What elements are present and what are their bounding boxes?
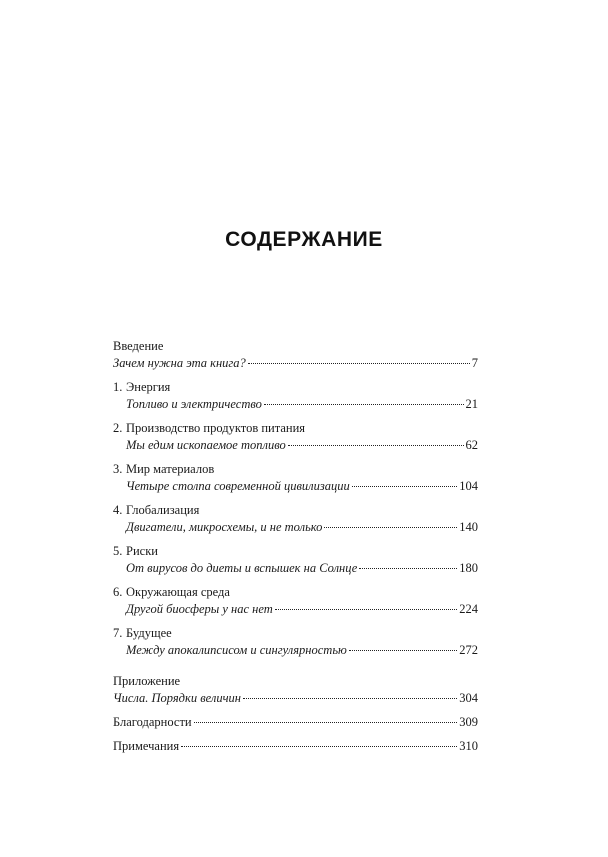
toc-subtitle-line[interactable]	[113, 478, 478, 495]
toc-subtitle: Топливо и электричество	[126, 397, 262, 411]
toc-page-number: 21	[465, 397, 478, 411]
dot-leader	[352, 486, 458, 487]
toc-entry-chapter-3	[113, 461, 478, 495]
toc-page-number: 272	[459, 643, 478, 657]
toc-page-number: 7	[471, 356, 478, 370]
toc-entry-acknowledgements	[113, 714, 478, 731]
chapter-number: 5.	[113, 544, 123, 558]
chapter-title: Окружающая среда	[126, 585, 230, 599]
toc-entry-chapter-2	[113, 420, 478, 454]
toc-label: Благодарности	[113, 715, 192, 729]
toc-page-number: 104	[459, 479, 478, 493]
toc-subtitle: Мы едим ископаемое топливо	[126, 438, 286, 452]
toc-page-number: 309	[459, 715, 478, 729]
chapter-title: Риски	[126, 544, 158, 558]
toc-heading	[113, 502, 478, 519]
dot-leader	[248, 363, 470, 364]
toc-entry-chapter-1	[113, 379, 478, 413]
toc-page-number: 224	[459, 602, 478, 616]
dot-leader	[194, 722, 458, 723]
toc-entry-chapter-5	[113, 543, 478, 577]
toc-entry-notes	[113, 738, 478, 755]
chapter-title: Производство продуктов питания	[126, 421, 306, 435]
dot-leader	[359, 568, 457, 569]
dot-leader	[264, 404, 464, 405]
dot-leader	[275, 609, 457, 610]
toc-subtitle-line[interactable]	[113, 601, 478, 618]
toc-subtitle-line[interactable]	[113, 690, 478, 707]
toc-subtitle: Четыре столпа современной цивилизации	[126, 479, 350, 493]
toc-heading	[113, 584, 478, 601]
dot-leader	[324, 527, 457, 528]
toc-subtitle-line[interactable]	[113, 519, 478, 536]
toc-subtitle: Двигатели, микросхемы, и не только	[126, 520, 323, 534]
toc-page-number: 304	[459, 691, 478, 705]
toc-line[interactable]	[113, 714, 478, 731]
dot-leader	[181, 746, 457, 747]
toc-subtitle: От вирусов до диеты и вспышек на Солнце	[126, 561, 358, 575]
chapter-title: Будущее	[126, 626, 172, 640]
toc-subtitle-line[interactable]	[113, 396, 478, 413]
toc-heading: Приложение	[113, 674, 181, 688]
toc-entry-chapter-4	[113, 502, 478, 536]
toc-subtitle: Числа. Порядки величин	[113, 691, 242, 705]
dot-leader	[349, 650, 457, 651]
toc-heading	[113, 420, 478, 437]
chapter-title: Глобализация	[126, 503, 200, 517]
toc-subtitle-line[interactable]	[113, 642, 478, 659]
toc-entry-chapter-6	[113, 584, 478, 618]
toc-heading	[113, 461, 478, 478]
chapter-number: 4.	[113, 503, 123, 517]
toc-page-number: 180	[459, 561, 478, 575]
toc-entry-chapter-7	[113, 625, 478, 659]
toc-subtitle: Между апокалипсисом и сингулярностью	[126, 643, 347, 657]
toc-heading: Введение	[113, 339, 164, 353]
toc-label: Примечания	[113, 739, 180, 753]
table-of-contents	[113, 338, 478, 762]
toc-page-number: 310	[459, 739, 478, 753]
toc-page-number: 62	[465, 438, 478, 452]
page-title: СОДЕРЖАНИЕ	[225, 228, 383, 251]
toc-heading	[113, 543, 478, 560]
toc-subtitle: Другой биосферы у нас нет	[126, 602, 273, 616]
chapter-number: 6.	[113, 585, 123, 599]
toc-subtitle: Зачем нужна эта книга?	[113, 356, 246, 370]
dot-leader	[243, 698, 457, 699]
toc-heading	[113, 379, 478, 396]
dot-leader	[288, 445, 464, 446]
chapter-number: 7.	[113, 626, 123, 640]
chapter-number: 1.	[113, 380, 123, 394]
toc-line[interactable]	[113, 738, 478, 755]
toc-subtitle-line[interactable]	[113, 560, 478, 577]
chapter-title: Энергия	[126, 380, 171, 394]
chapter-number: 2.	[113, 421, 123, 435]
toc-subtitle-line[interactable]	[113, 355, 478, 372]
toc-page-number: 140	[459, 520, 478, 534]
toc-entry-appendix	[113, 673, 478, 707]
toc-subtitle-line[interactable]	[113, 437, 478, 454]
chapter-title: Мир материалов	[126, 462, 215, 476]
toc-entry-introduction	[113, 338, 478, 372]
toc-heading	[113, 625, 478, 642]
chapter-number: 3.	[113, 462, 123, 476]
